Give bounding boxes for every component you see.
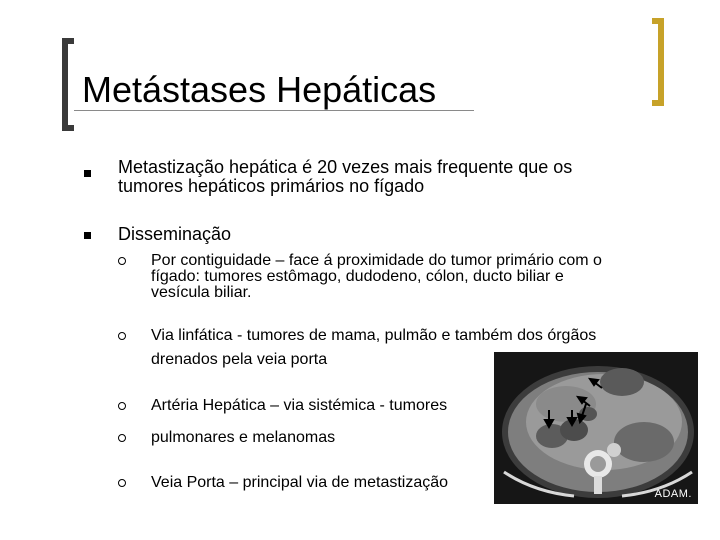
sub-bullet-circle — [118, 479, 126, 487]
sub-bullet-circle — [118, 257, 126, 265]
title-bracket-left — [62, 38, 74, 131]
bullet-1-line-2: tumores hepáticos primários no fígado — [118, 176, 425, 196]
sub-bullet-1-line-1: Por contiguidade – face á proximidade do tumor primário com o — [151, 252, 602, 269]
sub-bullet-2-line-2: drenados pela veia porta — [151, 351, 328, 368]
sub-bullet-5-line-1: Veia Porta – principal via de metastização — [151, 474, 449, 491]
sub-bullet-circle — [118, 332, 126, 340]
sub-bullet-circle — [118, 402, 126, 410]
bullet-2-line-1: Disseminação — [118, 224, 232, 244]
image-credit: ADAM. — [654, 488, 692, 500]
sub-bullet-2-line-1: Via linfática - tumores de mama, pulmão e também dos órgãos — [151, 327, 597, 344]
sub-bullet-1-line-3: vesícula biliar. — [151, 284, 252, 301]
sub-bullet-circle — [118, 434, 126, 442]
sub-bullet-3-line-1: Artéria Hepática – via sistémica - tumores — [151, 397, 448, 414]
title-underline — [74, 110, 474, 111]
bullet-square — [84, 232, 91, 239]
ct-scan-image — [494, 352, 698, 504]
bullet-1-line-1: Metastização hepática é 20 vezes mais frequente que os — [118, 157, 573, 177]
bullet-square — [84, 170, 91, 177]
ct-scan-drawing — [494, 352, 698, 504]
sub-bullet-1-line-2: fígado: tumores estômago, dudodeno, cólon, ducto biliar e — [151, 268, 564, 285]
slide-title: Metástases Hepáticas — [82, 69, 437, 110]
title-bracket-right — [652, 18, 664, 106]
sub-bullet-4-line-1: pulmonares e melanomas — [151, 429, 336, 446]
